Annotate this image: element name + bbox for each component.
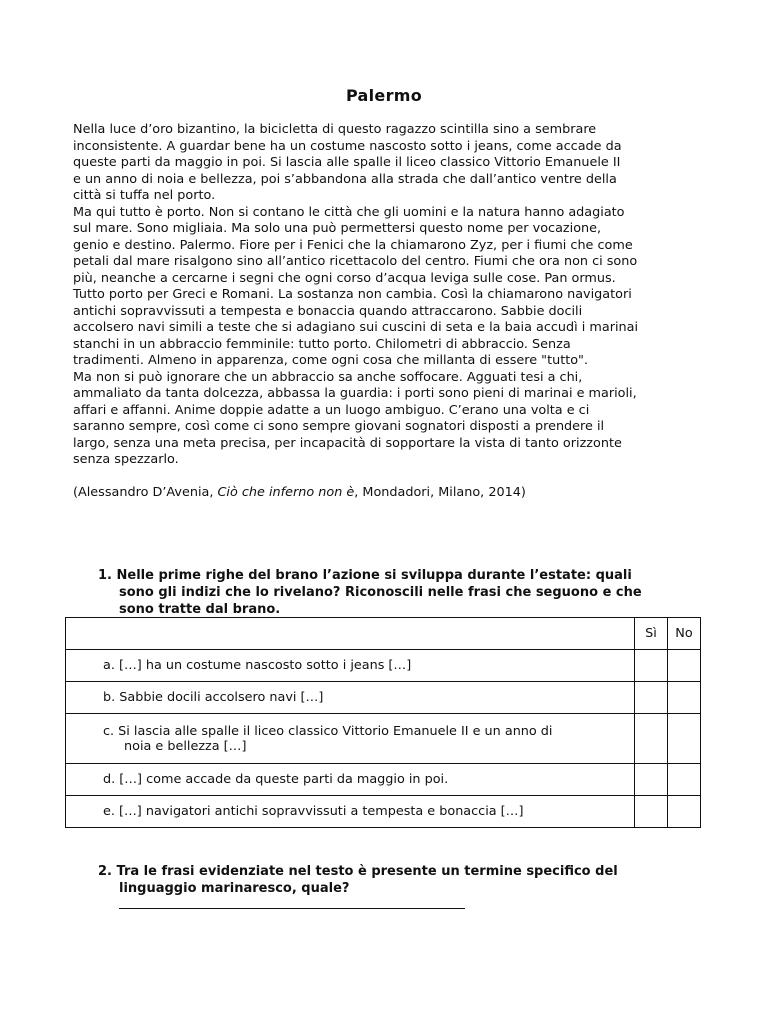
question-2-number: 2. xyxy=(98,864,112,879)
passage-line: tradimenti. Almeno in apparenza, come ogni cosa che millanta di essere "tutto". xyxy=(73,353,589,368)
citation xyxy=(73,485,526,500)
checkbox-no[interactable] xyxy=(668,796,701,828)
passage-line: città si tuffa nel porto. xyxy=(73,188,216,203)
table-row xyxy=(66,764,701,796)
answer-blank-line[interactable] xyxy=(119,900,465,909)
table-header-blank xyxy=(66,618,635,650)
question-2-line: linguaggio marinaresco, quale? xyxy=(119,881,350,896)
question-2 xyxy=(98,863,718,897)
checkbox-no[interactable] xyxy=(668,682,701,714)
checkbox-yes[interactable] xyxy=(635,796,668,828)
passage-line: Tutto porto per Greci e Romani. La sostanza non cambia. Così la chiamarono navigatori xyxy=(73,287,632,302)
passage-line: ammaliato da tanta dolcezza, abbassa la guardia: i porti sono pieni di marinai e marioli, xyxy=(73,386,637,401)
passage-line: largo, senza una meta precisa, per incapacità di sopportare la vista di tanto orizzonte xyxy=(73,435,622,451)
checkbox-no[interactable] xyxy=(668,650,701,682)
passage-line: Nella luce d’oro bizantino, la bicicletta di questo ragazzo scintilla sino a sembrare xyxy=(73,122,597,137)
passage-line: Ma non si può ignorare che un abbraccio sa anche soffocare. Agguati tesi a chi, xyxy=(73,369,583,385)
table-header-row xyxy=(66,618,701,650)
checkbox-yes[interactable] xyxy=(635,764,668,796)
passage-line: stanchi in un abbraccio femminile: tutto porto. Chilometri di abbraccio. Senza xyxy=(73,336,571,352)
passage-line: sul mare. Sono migliaia. Ma solo una può permettersi questo nome per vocazione, xyxy=(73,221,602,236)
question-1-line: Nelle prime righe del brano l’azione si sviluppa durante l’estate: quali xyxy=(116,568,632,583)
row-text: b. Sabbie docili accolsero navi […] xyxy=(66,682,635,714)
checkbox-yes[interactable] xyxy=(635,682,668,714)
row-text xyxy=(66,714,635,764)
row-text-line: c. Si lascia alle spalle il liceo classico Vittorio Emanuele II e un anno di xyxy=(103,723,553,739)
table-row xyxy=(66,682,701,714)
passage-line: saranno sempre, così come ci sono sempre giovani sognatori disposti a prendere il xyxy=(73,419,605,434)
table-row xyxy=(66,714,701,764)
passage-line: Ma qui tutto è porto. Non si contano le città che gli uomini e la natura hanno adagiato xyxy=(73,204,625,220)
table-row xyxy=(66,796,701,828)
passage-line: e un anno di noia e bellezza, poi s’abbandona alla strada che dall’antico ventre della xyxy=(73,171,617,187)
passage-line: genio e destino. Palermo. Fiore per i Fenici che la chiamarono Zyz, per i fiumi che come xyxy=(73,237,633,253)
passage-line: queste parti da maggio in poi. Si lascia alle spalle il liceo classico Vittorio Emanuele II xyxy=(73,155,621,170)
col-no-header: No xyxy=(668,618,701,650)
row-text: a. […] ha un costume nascosto sotto i jeans […] xyxy=(66,650,635,682)
passage-line: affari e affanni. Anime doppie adatte a un luogo ambiguo. C’erano una volta e ci xyxy=(73,402,590,418)
row-text: e. […] navigatori antichi sopravvissuti a tempesta e bonaccia […] xyxy=(66,796,635,828)
passage-line: inconsistente. A guardar bene ha un costume nascosto sotto i jeans, come accade da xyxy=(73,138,622,154)
question-1-line: sono tratte dal brano. xyxy=(119,602,281,617)
checkbox-no[interactable] xyxy=(668,714,701,764)
question-2-line: Tra le frasi evidenziate nel testo è presente un termine specifico del xyxy=(116,864,618,879)
table-row xyxy=(66,650,701,682)
row-text: d. […] come accade da queste parti da maggio in poi. xyxy=(66,764,635,796)
citation-suffix: , Mondadori, Milano, 2014) xyxy=(354,485,526,500)
passage-line: antichi sopravvissuti a tempesta e bonaccia quando attraccarono. Sabbie docili xyxy=(73,303,583,319)
checkbox-yes[interactable] xyxy=(635,714,668,764)
row-text-line: noia e bellezza […] xyxy=(124,738,247,754)
question-1-number: 1. xyxy=(98,568,112,583)
passage-line: senza spezzarlo. xyxy=(73,452,179,467)
checkbox-no[interactable] xyxy=(668,764,701,796)
citation-prefix: (Alessandro D’Avenia, xyxy=(73,485,218,500)
page-title: Palermo xyxy=(345,86,423,105)
question-1 xyxy=(98,567,718,618)
col-yes-header: Sì xyxy=(635,618,668,650)
citation-work: Ciò che inferno non è xyxy=(217,485,355,500)
passage-line: petali dal mare risalgono sino all’antico ricettacolo del centro. Fiumi che ora non ci sono xyxy=(73,254,638,269)
passage xyxy=(73,122,713,469)
answer-table xyxy=(65,617,701,828)
checkbox-yes[interactable] xyxy=(635,650,668,682)
question-1-line: sono gli indizi che lo rivelano? Riconoscili nelle frasi che seguono e che xyxy=(119,585,642,600)
passage-line: più, neanche a cercarne i segni che ogni corso d’acqua leviga sulle cose. Pan ormus. xyxy=(73,270,616,286)
passage-line: accolsero navi simili a teste che si adagiano sui cuscini di seta e la baia accudì i marinai xyxy=(73,320,639,335)
